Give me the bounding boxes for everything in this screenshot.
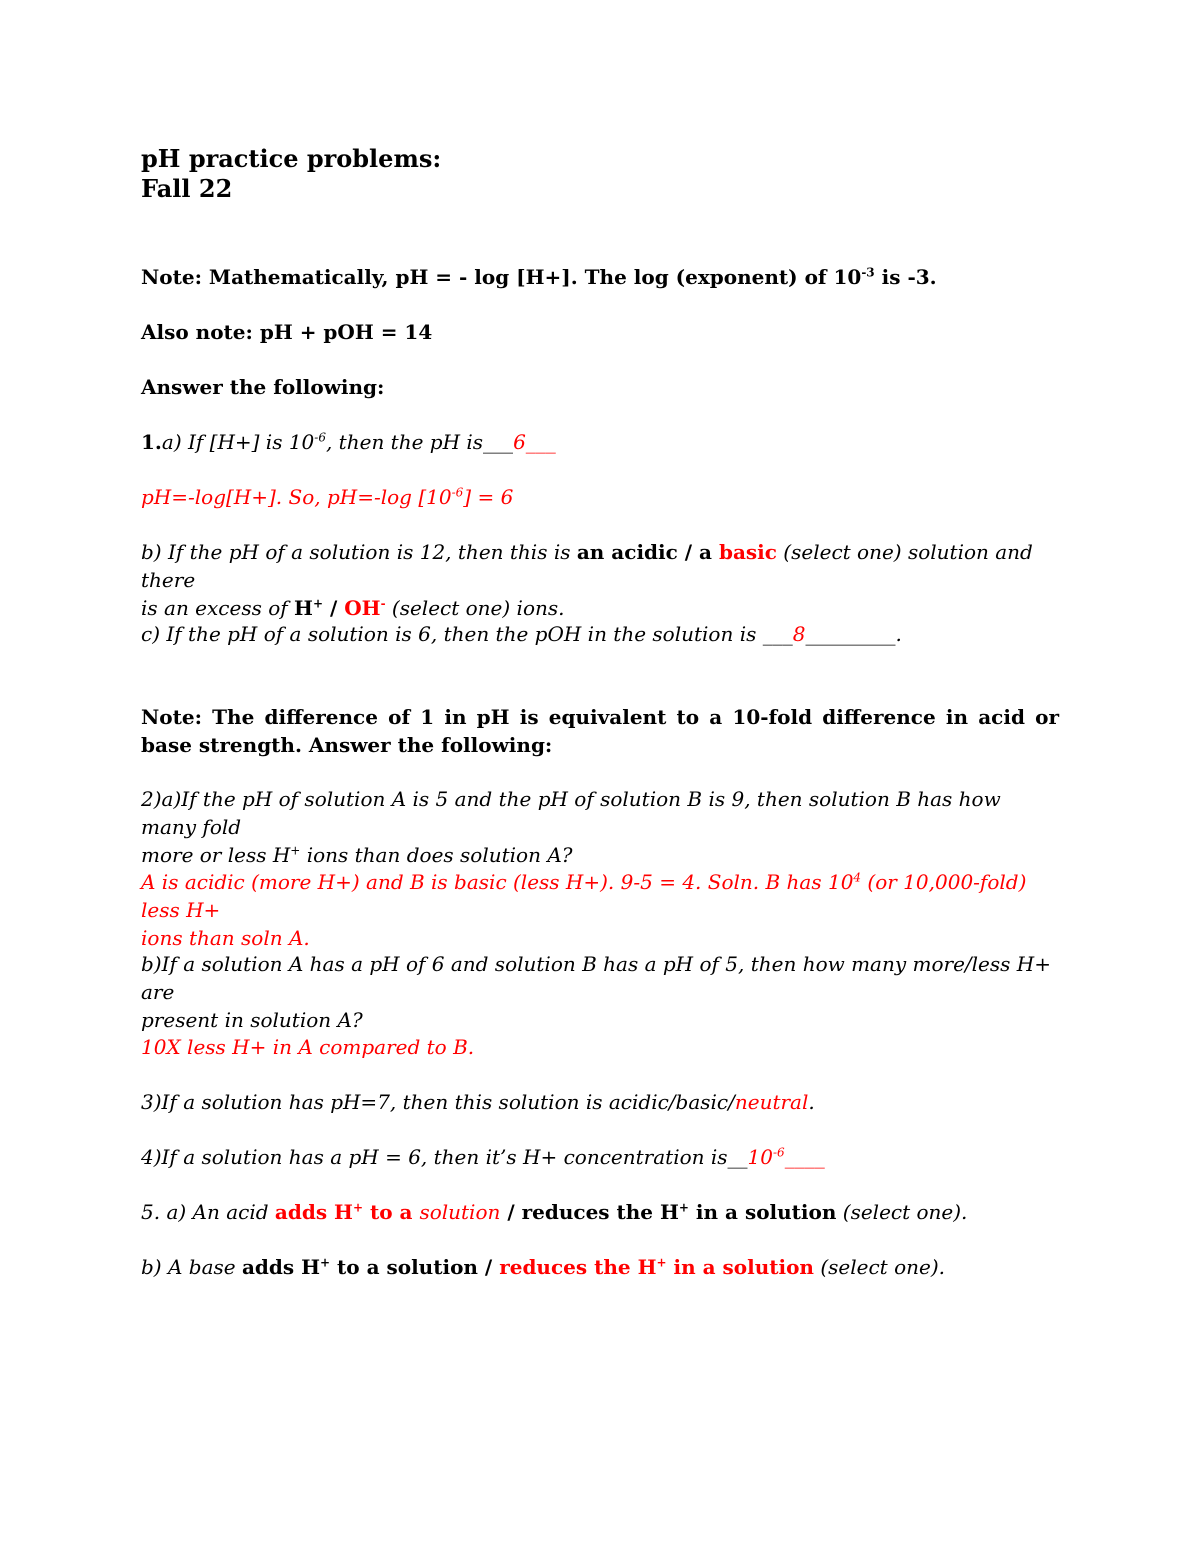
q5b-end: (select one). — [813, 1255, 945, 1279]
q5b-option-reduces-text-2: in a solution — [666, 1255, 814, 1279]
answer-heading: Answer the following: — [141, 375, 385, 399]
q1-number: 1. — [141, 430, 162, 454]
q2a-line-2: more or less H — [141, 843, 291, 867]
q2a-line-2-end: ions than does solution A? — [300, 843, 573, 867]
q1b-text-3: is an excess of — [141, 596, 295, 620]
q5b-option-adds-text: adds H — [241, 1255, 320, 1279]
q1c-text: c) If the pH of a solution is 6, then the pOH in the solution is ___ — [141, 622, 793, 646]
question-4 — [141, 1143, 825, 1171]
q3-text: 3)If a solution has pH=7, then this solution is acidic/basic/ — [141, 1090, 735, 1114]
q1a-work — [141, 483, 513, 511]
q5a-text: 5. a) An acid — [141, 1200, 275, 1224]
q1b-ion-h — [294, 596, 323, 620]
q2a-answer-text-end: (or 10,000-fold) less H+ — [141, 870, 1027, 922]
q5a-option-reduces-charge: + — [678, 1200, 689, 1215]
q5b-option-reduces-text: reduces the H — [499, 1255, 657, 1279]
q5a-option-adds — [275, 1200, 420, 1224]
q1b-ion-h-charge: + — [312, 596, 323, 611]
question-5b — [141, 1253, 945, 1281]
q1a-work-text: pH=-log[H+]. So, pH=-log [10 — [141, 485, 452, 509]
q2a-answer-text: A is acidic (more H+) and B is basic (less H+). 9-5 = 4. Soln. B has 10 — [141, 870, 854, 894]
q1b-text-2: (select one) solution and there — [141, 540, 1033, 592]
q1a-text: a) If [H+] is 10 — [161, 430, 315, 454]
q2b-line-1: b)If a solution A has a pH of 6 and solution B has a pH of 5, then how many more/less H+ are — [141, 952, 1051, 1004]
q2b-line-2: present in solution A? — [141, 1008, 363, 1032]
q1b-option-basic: basic — [718, 540, 777, 564]
question-3 — [141, 1088, 815, 1116]
q2a-line-1: 2)a)If the pH of solution A is 5 and the pH of solution B is 9, then solution B has how many fold — [141, 787, 1001, 839]
question-2b — [141, 950, 1059, 1034]
q4-answer-exponent: -6 — [772, 1145, 785, 1160]
q1a-blank: ___ — [525, 430, 556, 454]
q1a-text-2: , then the pH is___ — [325, 430, 514, 454]
q5a-option-solution: solution — [419, 1200, 501, 1224]
q5b-separator: / — [477, 1255, 500, 1279]
q5a-end: (select one). — [836, 1200, 968, 1224]
q3-answer: neutral — [734, 1090, 809, 1114]
title-line-2: Fall 22 — [141, 174, 233, 203]
q5a-option-reduces — [522, 1200, 837, 1224]
q3-end: . — [808, 1090, 815, 1114]
q5a-option-adds-text: adds H — [274, 1200, 353, 1224]
q5b-option-adds-text-2: to a solution — [330, 1255, 478, 1279]
q5b-option-adds-charge: + — [320, 1255, 331, 1270]
question-5a — [141, 1198, 967, 1226]
q1b-ion-oh — [344, 596, 385, 620]
q1b-text-1: b) If the pH of a solution is 12, then this is — [141, 540, 577, 564]
q2a-answer — [141, 868, 1059, 952]
q5a-option-reduces-text-2: in a solution — [688, 1200, 837, 1224]
q1c-answer: 8 — [792, 622, 806, 646]
q1a-work-exponent: -6 — [451, 485, 464, 500]
q5b-option-adds — [242, 1255, 478, 1279]
q5a-separator: / — [500, 1200, 522, 1224]
q4-answer-base: 10 — [747, 1145, 773, 1169]
title-line-1: pH practice problems: — [141, 144, 442, 173]
doc-title — [141, 144, 441, 204]
q1b-separator-2: / — [323, 596, 345, 620]
q4-text: 4)If a solution has a pH = 6, then it’s H+ concentration is__ — [141, 1145, 748, 1169]
note-ph-poh: Also note: pH + pOH = 14 — [141, 320, 433, 344]
q5b-text: b) A base — [141, 1255, 242, 1279]
q1a-work-end: ] = 6 — [463, 485, 514, 509]
q1b-ion-h-label: H — [294, 596, 313, 620]
q1b-option-a: a — [699, 540, 719, 564]
note-tenfold: Note: The difference of 1 in pH is equivalent to a 10-fold difference in acid or base strength. Answer the following: — [141, 705, 1059, 757]
question-2a — [141, 785, 1059, 869]
q5b-option-reduces — [499, 1255, 814, 1279]
q2b-answer: 10X less H+ in A compared to B. — [141, 1035, 475, 1059]
q1b-separator: / — [677, 540, 700, 564]
note1-exponent: -3 — [861, 265, 875, 280]
note1-text: Note: Mathematically, pH = - log [H+]. The log (exponent) of 10 — [141, 265, 862, 289]
question-1a — [141, 428, 556, 456]
q5a-option-adds-charge: + — [352, 1200, 363, 1215]
question-1b — [141, 538, 1059, 622]
q1c-blank: _________. — [805, 622, 902, 646]
q1b-text-4: (select one) ions. — [385, 596, 565, 620]
q5a-option-reduces-text: reduces the H — [521, 1200, 679, 1224]
q1b-ion-oh-charge: - — [380, 596, 386, 611]
q5b-option-reduces-charge: + — [656, 1255, 667, 1270]
note-log-definition — [141, 263, 937, 291]
q1a-exponent: -6 — [314, 430, 326, 445]
q1b-option-acidic: an acidic — [576, 540, 678, 564]
note1-text-end: is -3. — [874, 265, 937, 289]
q4-blank: ____ — [784, 1145, 825, 1169]
q2a-answer-line-2: ions than soln A. — [141, 926, 310, 950]
q5a-option-adds-text-2: to a — [363, 1200, 420, 1224]
q1a-answer: 6 — [513, 430, 526, 454]
q2a-answer-exponent: 4 — [853, 870, 862, 885]
q4-answer — [748, 1145, 785, 1169]
q1b-ion-oh-label: OH — [344, 596, 381, 620]
q2a-charge: + — [290, 843, 301, 858]
question-1c — [141, 620, 902, 648]
